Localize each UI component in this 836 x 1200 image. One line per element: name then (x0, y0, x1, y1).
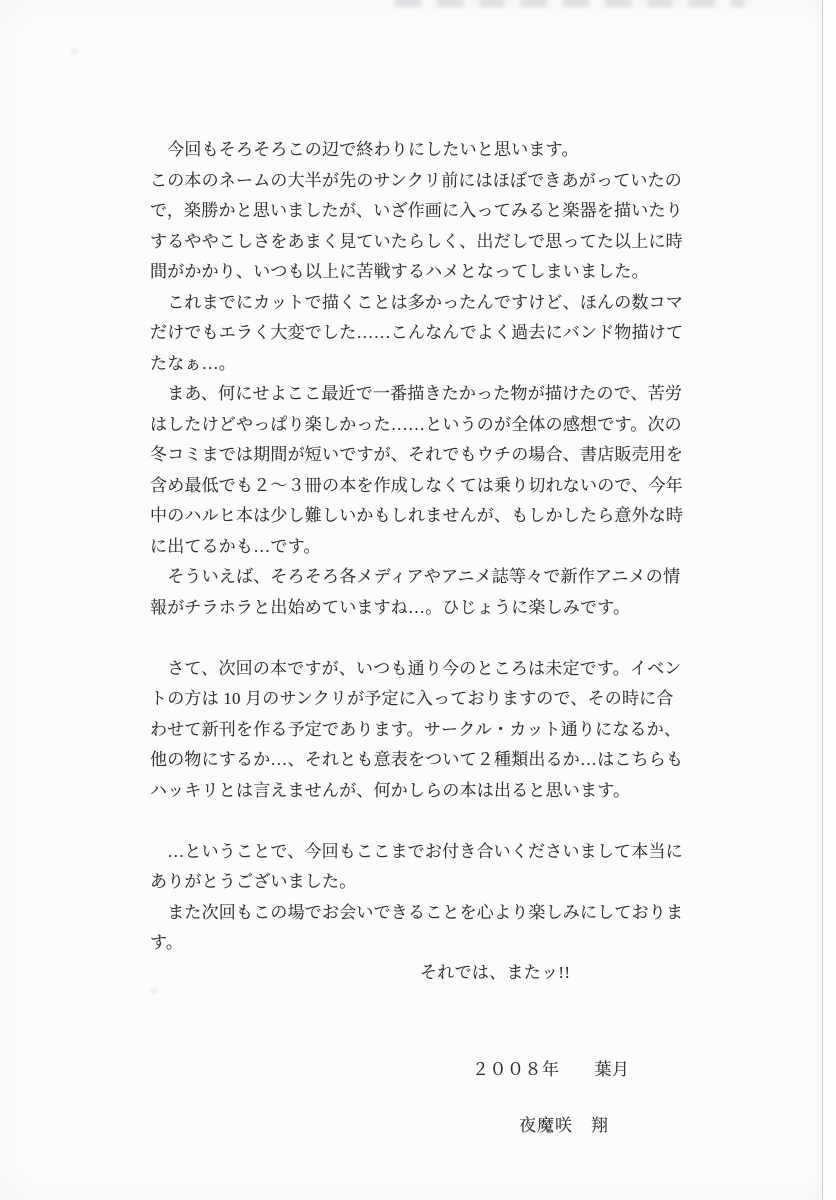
text-line: トの方は 10 月のサンクリが予定に入っておりますので、その時に合 (150, 689, 674, 708)
blank-line (150, 623, 705, 654)
scan-page-edge-line (822, 0, 823, 1200)
text-line: 間がかかり、いつも以上に苦戦するハメとなってしまいました。 (150, 262, 649, 281)
text-line: はしたけどやっぱり楽しかった……というのが全体の感想です。次の (150, 414, 682, 434)
text-line: で，楽勝かと思いましたが、いざ作画に入ってみると楽器を描いたり (150, 201, 683, 220)
blank-line (150, 806, 705, 837)
text-line: この本のネームの大半が先のサンクリ前にはほぼできあがっていたの (150, 170, 683, 190)
author-signature: 夜魔咲 翔 (519, 1116, 609, 1135)
text-line: 冬コミまでは期間が短いですが、それでもウチの場合、書店販売用を (150, 445, 684, 464)
text-line: ハッキリとは言えませんが、何かしらの本は出ると思います。 (150, 780, 631, 800)
text-line: これまでにカットで描くことは多かったんですけど、ほんの数コマ (150, 292, 684, 312)
text-line: ありがとうございました。 (150, 872, 357, 891)
text-line: に出てるかも…です。 (150, 536, 321, 556)
text-line: するややこしさをあまく見ていたらしく、出だしで思ってた以上に時 (150, 231, 683, 251)
text-line: わせて新刊を作る予定であります。サークル・カット通りになるか、 (150, 719, 682, 739)
text-line: …ということで、今回もここまでお付き合いくださいまして本当に (150, 841, 683, 861)
text-line: また次回もこの場でお会いできることを心より楽しみにしておりま (150, 902, 684, 922)
closing-line: それでは、またッ!! (420, 963, 571, 982)
afterword-text-block (150, 135, 705, 959)
text-line: まあ、何にせよここ最近で一番描きたかった物が描けたので、苦労 (150, 384, 683, 403)
text-line: 中のハルヒ本は少し難しいかもしれませんが、もしかしたら意外な時 (150, 506, 684, 525)
scan-bleedthrough-artifact (395, 0, 745, 7)
text-line: たなぁ…。 (150, 353, 236, 373)
text-line: そういえば、そろそろ各メディアやアニメ誌等々で新作アニメの情 (150, 567, 681, 586)
text-line: 報がチラホラと出始めていますね…。ひじょうに楽しみです。 (150, 597, 631, 617)
date-line: ２００８年 葉月 (472, 1060, 630, 1079)
text-line: 他の物にするか…、それとも意表をついて２種類出るか…はこちらも (150, 750, 684, 769)
scan-speck-artifact (150, 988, 158, 994)
text-line: さて、次回の本ですが、いつも通り今のところは未定です。イベン (150, 658, 682, 678)
scan-speck-artifact (70, 48, 78, 54)
text-line: だけでもエラく大変でした……こんなんでよく過去にバンド物描けて (150, 323, 684, 342)
scan-page-edge-strip (823, 0, 836, 1200)
text-line: 含め最低でも２～３冊の本を作成しなくては乗り切れないので、今年 (150, 475, 683, 495)
text-line: 今回もそろそろこの辺で終わりにしたいと思います。 (150, 140, 579, 159)
text-line: す。 (150, 933, 184, 952)
